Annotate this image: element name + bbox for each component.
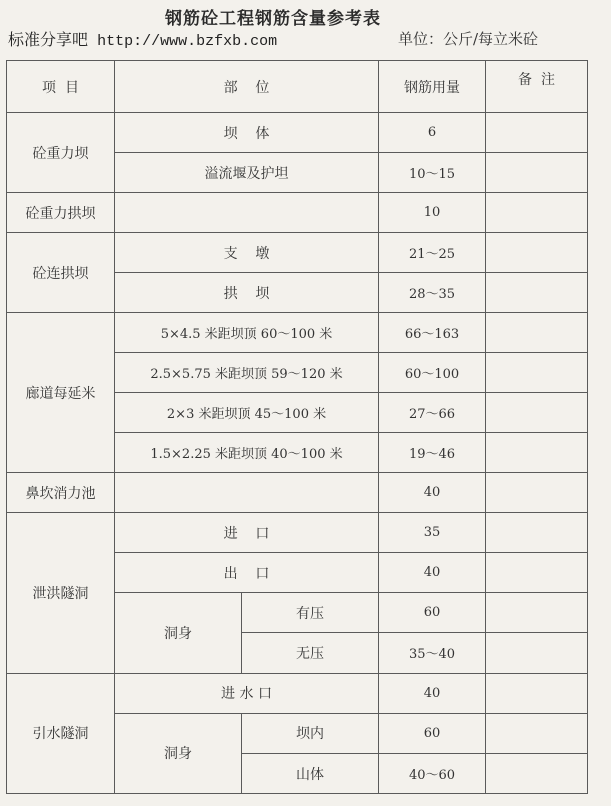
part-cell [115, 473, 379, 513]
sub-part-cell: 坝内 [242, 713, 379, 753]
table-row [7, 233, 588, 273]
remark-cell [486, 513, 588, 553]
table-row [7, 113, 588, 153]
page-title: 钢筋砼工程钢筋含量参考表 [165, 9, 381, 29]
amount-cell: 21～25 [379, 233, 486, 273]
amount-cell: 35～40 [379, 633, 486, 673]
amount-cell: 28～35 [379, 273, 486, 313]
remark-cell [486, 713, 588, 753]
group-label: 砼重力拱坝 [7, 193, 115, 233]
amount-cell: 40～60 [379, 753, 486, 793]
group-label: 砼重力坝 [7, 113, 115, 193]
part-cell: 进 水 口 [115, 673, 379, 713]
group-label: 引水隧洞 [7, 673, 115, 794]
header-remark: 备 注 [486, 61, 588, 113]
part-cell: 1.5×2.25 米距坝顶 40～100 米 [115, 433, 379, 473]
table-header-row [7, 61, 588, 113]
group-label: 鼻坎消力池 [7, 473, 115, 513]
remark-cell [486, 113, 588, 153]
site-label [8, 27, 277, 50]
header-part: 部 位 [115, 61, 379, 113]
table-row [7, 473, 588, 513]
part-cell: 溢流堰及护坦 [115, 153, 379, 193]
table-row [7, 673, 588, 713]
part-cell: 进 口 [115, 513, 379, 553]
part-cell: 坝 体 [115, 113, 379, 153]
part-cell: 拱 坝 [115, 273, 379, 313]
site-url[interactable]: http://www.bzfxb.com [97, 33, 278, 50]
part-cell: 洞身 [115, 593, 242, 674]
remark-cell [486, 553, 588, 593]
group-label: 廊道每延米 [7, 313, 115, 473]
remark-cell [486, 233, 588, 273]
amount-cell: 60 [379, 713, 486, 753]
remark-cell [486, 753, 588, 793]
amount-cell: 10～15 [379, 153, 486, 193]
table-row [7, 513, 588, 553]
amount-cell: 35 [379, 513, 486, 553]
remark-cell [486, 673, 588, 713]
table-row [7, 313, 588, 353]
rebar-content-table [6, 60, 588, 794]
sub-part-cell: 有压 [242, 593, 379, 633]
part-cell: 出 口 [115, 553, 379, 593]
group-label: 砼连拱坝 [7, 233, 115, 313]
sub-part-cell: 无压 [242, 633, 379, 673]
header-amount: 钢筋用量 [379, 61, 486, 113]
part-cell: 2.5×5.75 米距坝顶 59～120 米 [115, 353, 379, 393]
group-label: 泄洪隧洞 [7, 513, 115, 674]
amount-cell: 10 [379, 193, 486, 233]
amount-cell: 40 [379, 553, 486, 593]
amount-cell: 60～100 [379, 353, 486, 393]
part-cell: 2×3 米距坝顶 45～100 米 [115, 393, 379, 433]
table-row [7, 193, 588, 233]
part-cell: 5×4.5 米距坝顶 60～100 米 [115, 313, 379, 353]
amount-cell: 40 [379, 673, 486, 713]
remark-cell [486, 153, 588, 193]
amount-cell: 60 [379, 593, 486, 633]
amount-cell: 19～46 [379, 433, 486, 473]
header-item: 项 目 [7, 61, 115, 113]
remark-cell [486, 353, 588, 393]
remark-cell [486, 593, 588, 633]
unit-label: 单位：公斤/每立米砼 [398, 30, 539, 48]
remark-cell [486, 633, 588, 673]
part-cell: 支 墩 [115, 233, 379, 273]
amount-cell: 40 [379, 473, 486, 513]
amount-cell: 66～163 [379, 313, 486, 353]
site-name: 标准分享吧 [8, 30, 89, 49]
part-cell: 洞身 [115, 713, 242, 794]
remark-cell [486, 433, 588, 473]
remark-cell [486, 313, 588, 353]
part-cell [115, 193, 379, 233]
remark-cell [486, 393, 588, 433]
amount-cell: 27～66 [379, 393, 486, 433]
sub-part-cell: 山体 [242, 753, 379, 793]
remark-cell [486, 273, 588, 313]
remark-cell [486, 193, 588, 233]
remark-cell [486, 473, 588, 513]
amount-cell: 6 [379, 113, 486, 153]
